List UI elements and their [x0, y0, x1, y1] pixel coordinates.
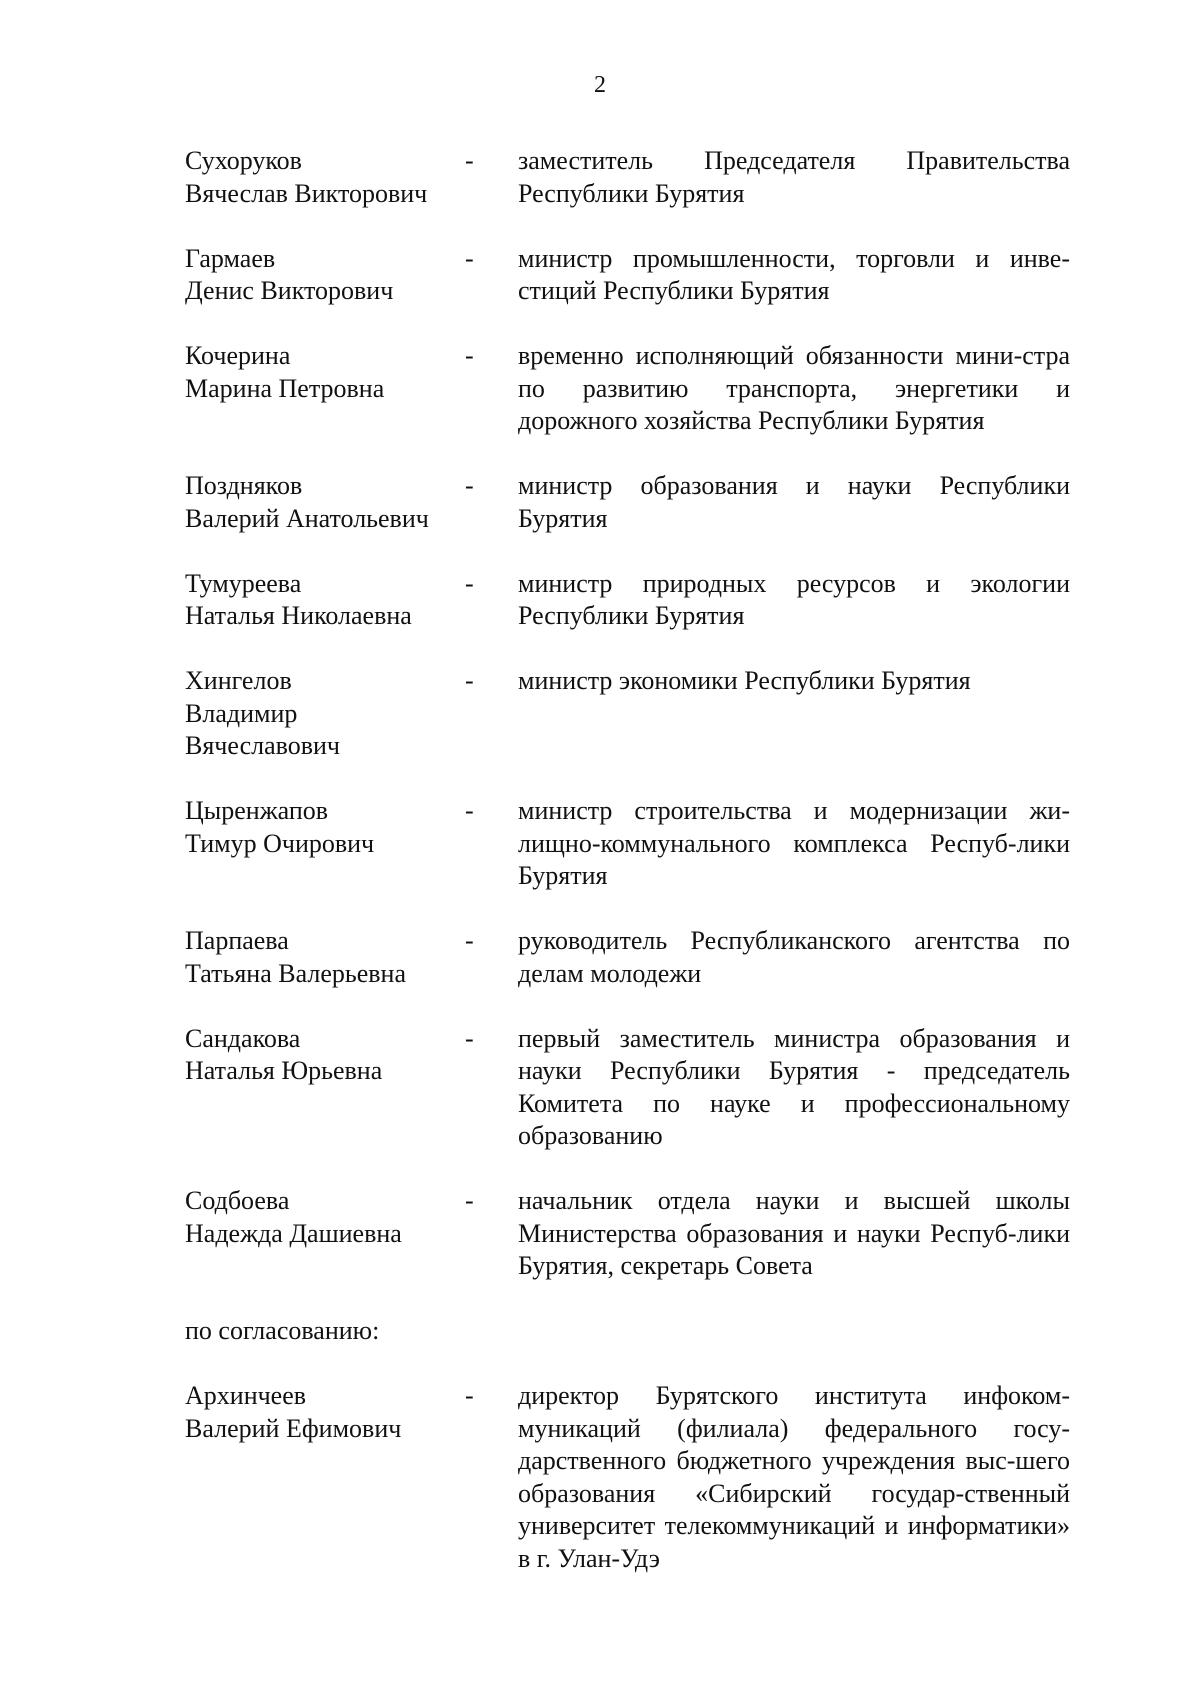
- dash-separator: -: [465, 341, 474, 370]
- member-row: [185, 1380, 1085, 1575]
- member-row: [185, 1023, 1085, 1153]
- member-given-name: Вячеслав Викторович: [185, 178, 428, 208]
- member-position: министр промышленности, торговли и инве-стиций Республики Бурятия: [518, 243, 1070, 305]
- member-position: руководитель Республиканского агентства по делам молодежи: [518, 926, 1070, 988]
- member-position: заместитель Председателя Правительства Республики Бурятия: [518, 146, 1070, 208]
- member-name: [185, 925, 465, 990]
- member-given-name: Надежда Дашиевна: [185, 1218, 402, 1248]
- dash-separator: -: [465, 666, 474, 695]
- member-given-name: Наталья Николаевна: [185, 601, 412, 630]
- member-position: министр образования и науки Республики Бурятия: [518, 471, 1070, 533]
- member-given-name: Валерий Ефимович: [185, 1413, 402, 1443]
- member-row: [185, 145, 1085, 210]
- member-row: [185, 340, 1085, 438]
- member-name: [185, 795, 465, 893]
- member-surname: Содбоева: [185, 1186, 290, 1215]
- dash-separator: -: [465, 796, 474, 825]
- member-name: [185, 470, 465, 535]
- member-row: [185, 925, 1085, 990]
- member-given-name: Тимур Очирович: [185, 828, 375, 858]
- member-row: [185, 665, 1085, 763]
- dash-separator: -: [465, 146, 474, 175]
- member-given-name: Наталья Юрьевна: [185, 1056, 383, 1085]
- member-position: начальник отдела науки и высшей школы Министерства образования и науки Респуб-лики Бурятия, секретарь Совета: [518, 1186, 1070, 1280]
- member-row: [185, 795, 1085, 893]
- member-surname: Архинчеев: [185, 1381, 307, 1410]
- dash-separator: -: [465, 471, 474, 500]
- member-given-name: Марина Петровна: [185, 373, 385, 403]
- member-name: [185, 665, 465, 763]
- member-position: первый заместитель министра образования и науки Республики Бурятия - председатель Комитета по науке и профессиональному образованию: [518, 1023, 1070, 1150]
- dash-separator: -: [465, 926, 474, 955]
- member-patronymic: Вячеславович: [185, 731, 340, 760]
- member-given-name: Денис Викторович: [185, 276, 394, 305]
- member-position: временно исполняющий обязанности мини-стра по развитию транспорта, энергетики и дорожного хозяйства Республики Бурятия: [518, 341, 1070, 435]
- member-surname: Цыренжапов: [185, 796, 329, 825]
- page-number: 2: [594, 72, 606, 98]
- member-name: [185, 1185, 465, 1283]
- member-position: министр экономики Республики Бурятия: [518, 666, 971, 695]
- member-position: министр природных ресурсов и экологии Республики Бурятия: [518, 568, 1070, 630]
- member-name: [185, 568, 465, 633]
- member-row: [185, 568, 1085, 633]
- member-name: [185, 243, 465, 308]
- member-surname: Сухоруков: [185, 146, 302, 175]
- member-surname: Парпаева: [185, 926, 289, 955]
- member-position: министр строительства и модернизации жи-лищно-коммунального комплекса Респуб-лики Бурятия: [518, 796, 1070, 890]
- dash-separator: -: [465, 1023, 474, 1053]
- member-surname: Сандакова: [185, 1023, 301, 1053]
- member-given-name: Валерий Анатольевич: [185, 503, 429, 533]
- dash-separator: -: [465, 243, 474, 273]
- member-row: [185, 1185, 1085, 1283]
- dash-separator: -: [465, 1381, 474, 1410]
- member-surname: Поздняков: [185, 471, 303, 500]
- member-row: [185, 243, 1085, 308]
- member-list: [185, 145, 1085, 1608]
- member-given-name: Татьяна Валерьевна: [185, 958, 406, 988]
- member-surname: Тумуреева: [185, 568, 302, 598]
- member-surname: Хингелов: [185, 666, 292, 695]
- member-surname: Гармаев: [185, 243, 276, 273]
- member-row: [185, 470, 1085, 535]
- member-name: [185, 1380, 465, 1575]
- dash-separator: -: [465, 1186, 474, 1215]
- member-surname: Кочерина: [185, 341, 291, 370]
- member-given-name: Владимир: [185, 698, 298, 728]
- member-position: директор Бурятского института инфоком-муникаций (филиала) федерального госу-дарственного бюджетного учреждения выс-шего образования «Сибирский государ-ственный университет телекоммуникаций и информатики» в г. Улан-Удэ: [518, 1381, 1070, 1573]
- member-name: [185, 340, 465, 438]
- member-name: [185, 145, 465, 210]
- member-name: [185, 1023, 465, 1153]
- section-label-agreement: по согласованию:: [185, 1316, 380, 1345]
- dash-separator: -: [465, 568, 474, 598]
